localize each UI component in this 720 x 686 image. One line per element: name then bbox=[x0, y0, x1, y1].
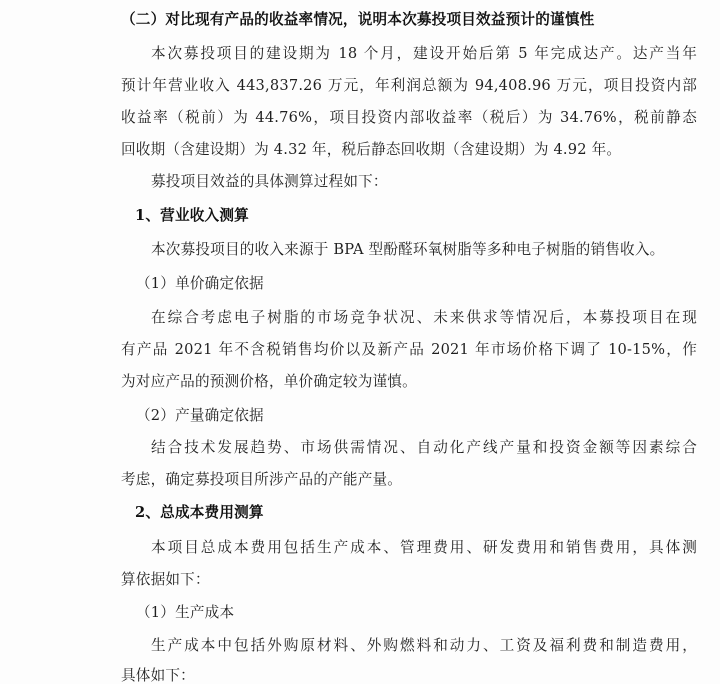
sub-unit-price: （1）单价确定依据 bbox=[136, 275, 264, 292]
para1-line2: 预计年营业收入 443,837.26 万元，年利润总额为 94,408.96 万元，项目投资内部 bbox=[121, 77, 697, 94]
section-heading: （二）对比现有产品的收益率情况，说明本次募投项目效益预计的谨慎性 bbox=[121, 11, 595, 28]
para4-line3: 为对应产品的预测价格，单价确定较为谨慎。 bbox=[121, 373, 417, 390]
para3: 本次募投项目的收入来源于 BPA 型酚醛环氧树脂等多种电子树脂的销售收入。 bbox=[151, 241, 665, 258]
para7-line2: 具体如下： bbox=[121, 667, 195, 684]
heading-total-cost: 2、总成本费用测算 bbox=[135, 504, 264, 521]
para4-line1: 在综合考虑电子树脂的市场竞争状况、未来供求等情况后，本募投项目在现 bbox=[151, 309, 697, 326]
para1-line4: 回收期（含建设期）为 4.32 年，税后静态回收期（含建设期）为 4.92 年。 bbox=[121, 141, 622, 158]
para1-line1: 本次募投项目的建设期为 18 个月，建设开始后第 5 年完成达产。达产当年 bbox=[151, 45, 697, 62]
para2: 募投项目效益的具体测算过程如下： bbox=[151, 173, 388, 190]
sub-output: （2）产量确定依据 bbox=[136, 407, 264, 424]
sub-production-cost: （1）生产成本 bbox=[136, 604, 235, 621]
heading-revenue: 1、营业收入测算 bbox=[135, 207, 249, 224]
para1-line3: 收益率（税前）为 44.76%，项目投资内部收益率（税后）为 34.76%，税前静态 bbox=[121, 109, 697, 126]
para6-line2: 算依据如下： bbox=[121, 571, 210, 588]
para4-line2: 有产品 2021 年不含税销售均价以及新产品 2021 年市场价格下调了 10-15%，作 bbox=[121, 341, 697, 358]
para6-line1: 本项目总成本费用包括生产成本、管理费用、研发费用和销售费用，具体测 bbox=[151, 539, 697, 556]
para5-line2: 考虑，确定募投项目所涉产品的产能产量。 bbox=[121, 471, 403, 488]
para5-line1: 结合技术发展趋势、市场供需情况、自动化产线产量和投资金额等因素综合 bbox=[151, 439, 697, 456]
para7-line1: 生产成本中包括外购原材料、外购燃料和动力、工资及福利费和制造费用， bbox=[151, 637, 697, 654]
